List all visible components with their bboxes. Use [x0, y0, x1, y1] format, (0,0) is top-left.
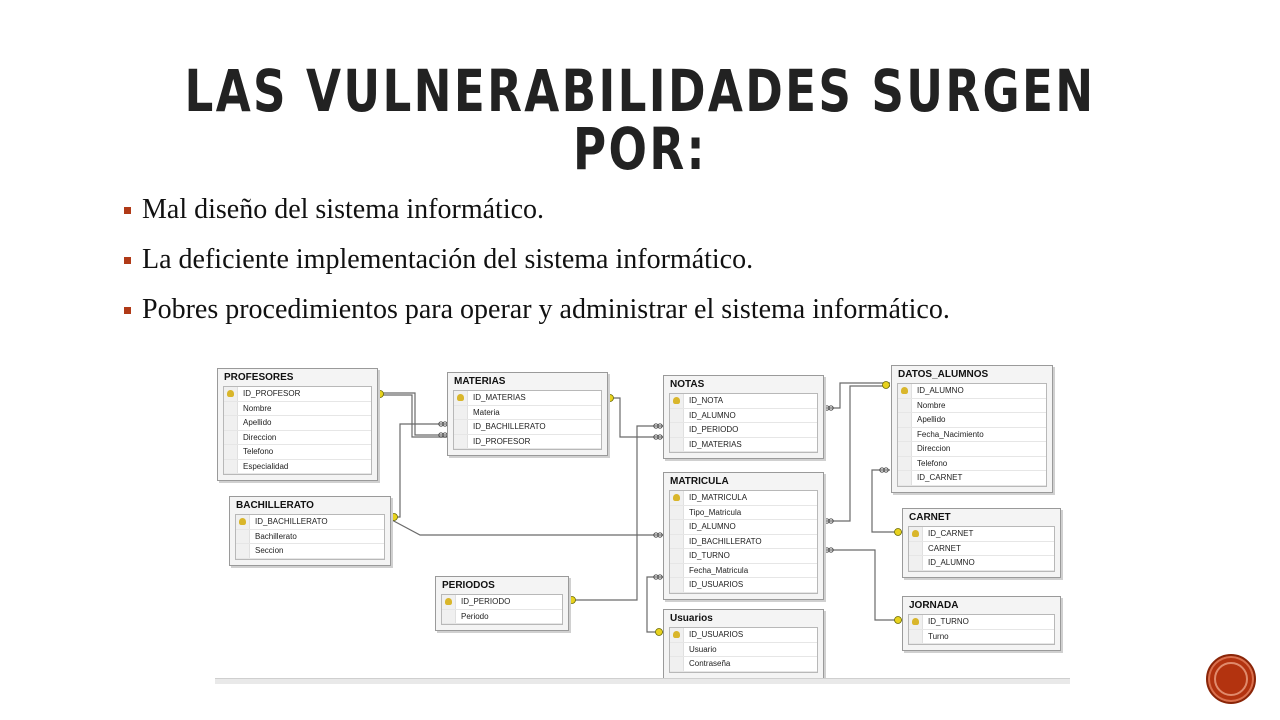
- column-row: [898, 413, 1046, 428]
- column-name: Usuario: [689, 644, 717, 654]
- column-row: [224, 445, 371, 460]
- column-name: Tipo_Matricula: [689, 507, 742, 517]
- column-row: [454, 420, 601, 435]
- table-jornada: [902, 596, 1061, 651]
- slide-title: LAS VULNERABILIDADES SURGEN POR:: [184, 57, 1096, 183]
- column-name: ID_ALUMNO: [689, 522, 736, 531]
- primary-key-icon: [445, 598, 452, 605]
- column-name: ID_BACHILLERATO: [255, 517, 328, 526]
- column-name: Turno: [928, 631, 949, 641]
- column-name: ID_TURNO: [689, 551, 730, 560]
- table-usuarios: [663, 609, 824, 679]
- primary-key-icon: [673, 397, 680, 404]
- column-row: [670, 549, 817, 564]
- column-name: Fecha_Matricula: [689, 565, 749, 575]
- bullet-text: Pobres procedimientos para operar y administrar el sistema informático.: [142, 294, 950, 325]
- column-row: [670, 506, 817, 521]
- primary-key-icon: [227, 390, 234, 397]
- column-name: ID_USUARIOS: [689, 580, 744, 589]
- column-row: [224, 416, 371, 431]
- column-row: [670, 520, 817, 535]
- column-row: [670, 564, 817, 579]
- column-row: [670, 438, 817, 453]
- bullet-text: Mal diseño del sistema informático.: [142, 194, 545, 225]
- table-columns: [441, 594, 563, 625]
- column-row: [670, 394, 817, 409]
- column-row: [670, 535, 817, 550]
- column-name: ID_MATERIAS: [689, 439, 742, 449]
- column-row: [670, 657, 817, 672]
- column-row: [454, 391, 601, 406]
- table-matricula: [663, 472, 824, 600]
- column-name: ID_NOTA: [689, 396, 724, 405]
- table-bachillerato: [229, 496, 391, 566]
- table-columns: [453, 390, 602, 450]
- column-row: [454, 435, 601, 450]
- column-row: [898, 399, 1046, 414]
- bullet-text: La deficiente implementación del sistema informático.: [142, 244, 754, 275]
- column-row: [909, 556, 1054, 571]
- table-datos-alumnos: [891, 365, 1053, 493]
- diagram-scrollbar[interactable]: [215, 678, 1070, 684]
- column-name: Seccion: [255, 546, 284, 555]
- column-name: ID_ALUMNO: [689, 410, 736, 420]
- column-row: [898, 457, 1046, 472]
- column-row: [236, 530, 384, 545]
- table-name: Usuarios: [670, 613, 713, 624]
- primary-key-icon: [457, 394, 464, 401]
- primary-key-icon: [912, 618, 919, 625]
- column-name: ID_BACHILLERATO: [689, 536, 762, 546]
- column-row: [898, 471, 1046, 486]
- table-columns: [223, 386, 372, 475]
- column-name: ID_BACHILLERATO: [473, 422, 546, 431]
- column-name: Especialidad: [243, 461, 289, 471]
- column-row: [670, 409, 817, 424]
- table-name: PROFESORES: [224, 372, 294, 383]
- column-row: [224, 431, 371, 446]
- column-row: [670, 643, 817, 658]
- column-name: ID_USUARIOS: [689, 630, 744, 639]
- column-name: ID_ALUMNO: [917, 386, 964, 395]
- primary-key-icon: [673, 494, 680, 501]
- table-materias: [447, 372, 608, 456]
- primary-key-icon: [901, 387, 908, 394]
- table-columns: [669, 490, 818, 594]
- table-name: MATERIAS: [454, 376, 506, 387]
- column-row: [670, 628, 817, 643]
- column-name: ID_PROFESOR: [473, 436, 531, 446]
- table-profesores: [217, 368, 378, 481]
- column-row: [670, 578, 817, 593]
- column-row: [670, 491, 817, 506]
- column-name: Direccion: [917, 444, 951, 453]
- column-name: Direccion: [243, 432, 277, 442]
- column-name: ID_CARNET: [917, 473, 963, 482]
- table-name: DATOS_ALUMNOS: [898, 369, 989, 380]
- primary-key-icon: [673, 631, 680, 638]
- column-name: Fecha_Nacimiento: [917, 429, 984, 439]
- column-row: [909, 527, 1054, 542]
- column-row: [909, 615, 1054, 630]
- column-name: Contraseña: [689, 659, 731, 668]
- column-name: Materia: [473, 407, 500, 417]
- primary-key-icon: [912, 530, 919, 537]
- column-row: [224, 402, 371, 417]
- table-periodos: [435, 576, 569, 631]
- column-row: [670, 423, 817, 438]
- column-name: ID_CARNET: [928, 529, 974, 538]
- column-row: [454, 406, 601, 421]
- table-name: JORNADA: [909, 600, 959, 611]
- column-row: [909, 542, 1054, 557]
- column-row: [236, 515, 384, 530]
- column-row: [898, 428, 1046, 443]
- column-name: ID_PROFESOR: [243, 389, 301, 398]
- column-row: [224, 460, 371, 475]
- column-name: ID_PERIODO: [689, 425, 739, 434]
- column-row: [442, 610, 562, 625]
- column-name: Apellido: [243, 418, 272, 427]
- column-name: Apellido: [917, 415, 946, 424]
- column-row: [224, 387, 371, 402]
- table-name: PERIODOS: [442, 580, 495, 591]
- table-name: NOTAS: [670, 379, 705, 390]
- table-name: BACHILLERATO: [236, 500, 314, 511]
- table-name: MATRICULA: [670, 476, 729, 487]
- column-name: ID_TURNO: [928, 617, 969, 626]
- table-columns: [235, 514, 385, 560]
- column-row: [898, 442, 1046, 457]
- table-columns: [908, 614, 1055, 645]
- table-columns: [669, 627, 818, 673]
- primary-key-icon: [239, 518, 246, 525]
- column-name: ID_MATRICULA: [689, 493, 748, 502]
- column-name: ID_PERIODO: [461, 597, 511, 606]
- column-row: [236, 544, 384, 559]
- table-name: CARNET: [909, 512, 951, 523]
- column-name: Periodo: [461, 611, 489, 621]
- column-name: ID_ALUMNO: [928, 558, 975, 567]
- table-carnet: [902, 508, 1061, 578]
- table-columns: [908, 526, 1055, 572]
- column-name: Nombre: [917, 400, 946, 410]
- column-name: CARNET: [928, 543, 961, 553]
- decorative-circle-icon: [1206, 654, 1256, 704]
- column-row: [898, 384, 1046, 399]
- column-name: Nombre: [243, 403, 272, 413]
- column-name: Telefono: [917, 458, 948, 468]
- column-name: Bachillerato: [255, 531, 297, 541]
- table-columns: [897, 383, 1047, 487]
- table-columns: [669, 393, 818, 453]
- column-row: [909, 630, 1054, 645]
- column-name: Telefono: [243, 447, 274, 456]
- column-row: [442, 595, 562, 610]
- column-name: ID_MATERIAS: [473, 393, 526, 402]
- table-notas: [663, 375, 824, 459]
